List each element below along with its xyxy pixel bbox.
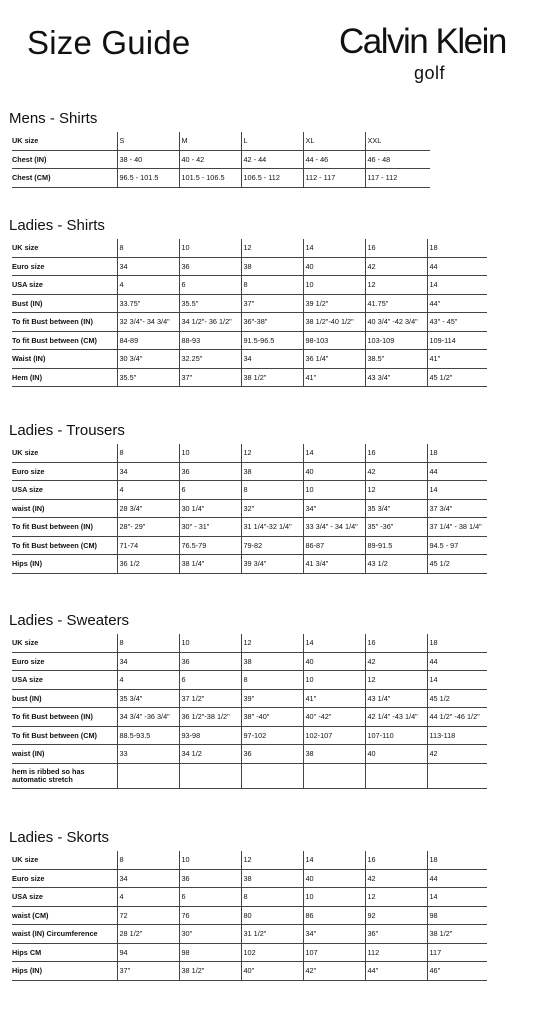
table-cell: 35.5" (179, 294, 241, 313)
table-cell: 8 (117, 239, 179, 257)
table-cell: 16 (365, 444, 427, 462)
table-row (12, 518, 487, 537)
table-cell: 16 (365, 634, 427, 652)
table-cell: 40 - 42 (179, 150, 241, 169)
table-row (12, 368, 487, 387)
table-cell: 38 (241, 462, 303, 481)
section-ladies-sweaters (9, 612, 487, 789)
table-cell: 45 1/2 (427, 555, 487, 574)
table-cell: 42 (427, 745, 487, 764)
table-cell: 36 (241, 745, 303, 764)
table-cell: 37" (179, 368, 241, 387)
table-cell: 98 (427, 906, 487, 925)
table-cell: 32.25" (179, 350, 241, 369)
table-cell: 12 (365, 888, 427, 907)
row-label: To fit Bust between (IN) (12, 518, 117, 537)
table-cell: 102 (241, 943, 303, 962)
table-cell: 106.5 - 112 (241, 169, 303, 188)
table-cell: 88-93 (179, 331, 241, 350)
table-cell: 8 (241, 671, 303, 690)
table-cell: 34 1/2 (179, 745, 241, 764)
table-cell: 33 (117, 745, 179, 764)
row-label: UK size (12, 851, 117, 869)
table-cell: 37 3/4" (427, 499, 487, 518)
table-cell: 35.5" (117, 368, 179, 387)
table-cell: 40" (241, 962, 303, 981)
table-row (12, 634, 487, 652)
table-cell: 44 1/2" -46 1/2" (427, 708, 487, 727)
table-cell: 44" (365, 962, 427, 981)
table-cell: 28"- 29" (117, 518, 179, 537)
table-cell: 38 (241, 257, 303, 276)
row-label: To fit Bust between (CM) (12, 726, 117, 745)
table-cell: 40" -42" (303, 708, 365, 727)
table-cell: 12 (241, 851, 303, 869)
table-cell: 44 - 46 (303, 150, 365, 169)
table-row (12, 257, 487, 276)
table-cell: 32" (241, 499, 303, 518)
table-cell: 16 (365, 851, 427, 869)
table-cell: 6 (179, 276, 241, 295)
table-cell: 38 1/2" (179, 962, 241, 981)
section-title: Ladies - Sweaters (9, 612, 130, 629)
table-row (12, 169, 430, 188)
table-cell: 39 3/4" (241, 555, 303, 574)
section-title: Ladies - Shirts (9, 217, 105, 234)
row-label: waist (IN) (12, 499, 117, 518)
table-cell: 31 1/4"-32 1/4" (241, 518, 303, 537)
table-row (12, 536, 487, 555)
table-cell: 94.5 - 97 (427, 536, 487, 555)
table-cell (117, 763, 179, 788)
row-label: hem is ribbed so has automatic stretch (12, 763, 117, 788)
table-cell: 30" - 31" (179, 518, 241, 537)
table-cell: 34 (117, 257, 179, 276)
brand-subtitle: golf (414, 63, 446, 83)
table-cell: 30" (179, 925, 241, 944)
table-cell: 41" (303, 689, 365, 708)
table-cell: 8 (241, 481, 303, 500)
table-cell: 10 (179, 634, 241, 652)
table-cell: XXL (365, 132, 430, 150)
table-cell: 41.75" (365, 294, 427, 313)
table-cell: 41" (427, 350, 487, 369)
table-row (12, 888, 487, 907)
row-label: waist (IN) Circumference (12, 925, 117, 944)
table-cell: 14 (303, 239, 365, 257)
size-table (12, 634, 487, 789)
row-label: bust (IN) (12, 689, 117, 708)
table-cell: 4 (117, 888, 179, 907)
table-cell: 14 (427, 671, 487, 690)
table-cell: 12 (241, 634, 303, 652)
table-cell: 37" (117, 962, 179, 981)
table-row (12, 906, 487, 925)
table-cell: 42" (303, 962, 365, 981)
table-cell: 91.5-96.5 (241, 331, 303, 350)
table-cell: 12 (241, 444, 303, 462)
table-cell: 4 (117, 481, 179, 500)
table-cell: 38 (241, 869, 303, 888)
table-cell: 30 1/4" (179, 499, 241, 518)
row-label: Hips CM (12, 943, 117, 962)
table-cell: 102-107 (303, 726, 365, 745)
table-cell: 4 (117, 671, 179, 690)
table-cell: 10 (179, 851, 241, 869)
section-title: Ladies - Skorts (9, 829, 110, 846)
table-row (12, 943, 487, 962)
table-row (12, 652, 487, 671)
table-cell: 103-109 (365, 331, 427, 350)
section-title: Mens - Shirts (9, 110, 98, 127)
table-cell: 31 1/2" (241, 925, 303, 944)
table-cell: 6 (179, 888, 241, 907)
table-row (12, 331, 487, 350)
section-ladies-trousers (9, 422, 487, 574)
table-cell: 16 (365, 239, 427, 257)
table-cell: 42 (365, 652, 427, 671)
table-cell: 43 3/4" (365, 368, 427, 387)
row-label: USA size (12, 276, 117, 295)
table-cell: 39" (241, 689, 303, 708)
table-cell: 36 1/4" (303, 350, 365, 369)
table-cell: 14 (303, 634, 365, 652)
row-label: Waist (IN) (12, 350, 117, 369)
table-cell: 6 (179, 671, 241, 690)
table-cell: 28 1/2" (117, 925, 179, 944)
table-cell: 40 (303, 462, 365, 481)
table-row (12, 851, 487, 869)
table-cell: 12 (365, 671, 427, 690)
row-label: waist (IN) (12, 745, 117, 764)
table-row (12, 350, 487, 369)
table-cell: 12 (241, 239, 303, 257)
table-cell: 10 (303, 276, 365, 295)
table-row (12, 276, 487, 295)
table-cell: 4 (117, 276, 179, 295)
table-cell: 36 (179, 652, 241, 671)
table-cell: 12 (365, 481, 427, 500)
table-row (12, 444, 487, 462)
table-cell: 37" (241, 294, 303, 313)
table-cell: 38 1/4" (179, 555, 241, 574)
table-cell: 10 (303, 671, 365, 690)
table-cell: 44 (427, 462, 487, 481)
table-cell: 8 (117, 851, 179, 869)
table-cell: 37 1/2" (179, 689, 241, 708)
row-label: Euro size (12, 869, 117, 888)
table-row (12, 962, 487, 981)
table-cell: XL (303, 132, 365, 150)
row-label: Bust (IN) (12, 294, 117, 313)
table-cell (365, 763, 427, 788)
table-cell: 37 1/4" - 38 1/4" (427, 518, 487, 537)
row-label: Hips (IN) (12, 555, 117, 574)
table-cell: 38 (241, 652, 303, 671)
size-table (12, 851, 487, 981)
table-cell: 46" (427, 962, 487, 981)
table-cell: 41" (303, 368, 365, 387)
table-cell: 36" (365, 925, 427, 944)
table-row (12, 481, 487, 500)
table-cell: 98-103 (303, 331, 365, 350)
table-row (12, 763, 487, 788)
table-cell: 117 - 112 (365, 169, 430, 188)
row-label: To fit Bust between (IN) (12, 708, 117, 727)
size-table (12, 444, 487, 574)
table-cell: 43 1/2 (365, 555, 427, 574)
table-cell: 34 (241, 350, 303, 369)
table-cell: 10 (303, 481, 365, 500)
table-cell: 18 (427, 851, 487, 869)
table-cell: 86-87 (303, 536, 365, 555)
row-label: Hem (IN) (12, 368, 117, 387)
table-row (12, 499, 487, 518)
table-cell: 113-118 (427, 726, 487, 745)
table-cell: 14 (303, 444, 365, 462)
table-row (12, 726, 487, 745)
table-cell: 40 (303, 257, 365, 276)
table-cell: 8 (241, 888, 303, 907)
table-cell: 80 (241, 906, 303, 925)
table-cell: 33 3/4" - 34 1/4" (303, 518, 365, 537)
table-cell: 14 (427, 276, 487, 295)
row-label: UK size (12, 239, 117, 257)
table-cell: 98 (179, 943, 241, 962)
size-table (12, 132, 430, 188)
table-cell: 46 - 48 (365, 150, 430, 169)
row-label: USA size (12, 481, 117, 500)
row-label: Hips (IN) (12, 962, 117, 981)
row-label: Euro size (12, 652, 117, 671)
table-cell: 14 (303, 851, 365, 869)
table-cell: 43 1/4" (365, 689, 427, 708)
table-cell: 84-89 (117, 331, 179, 350)
table-cell: 40 (365, 745, 427, 764)
table-cell: 35 3/4" (365, 499, 427, 518)
row-label: Chest (IN) (12, 150, 117, 169)
page-title: Size Guide (27, 24, 191, 61)
table-row (12, 313, 487, 332)
table-cell: 71-74 (117, 536, 179, 555)
table-cell: 112 - 117 (303, 169, 365, 188)
table-cell: 35" -36" (365, 518, 427, 537)
table-cell: 79-82 (241, 536, 303, 555)
table-cell: 34 (117, 462, 179, 481)
table-cell: 93-98 (179, 726, 241, 745)
table-cell: L (241, 132, 303, 150)
table-cell: S (117, 132, 179, 150)
table-cell: 40 (303, 652, 365, 671)
section-ladies-skorts (9, 829, 487, 981)
table-cell: 38 - 40 (117, 150, 179, 169)
table-cell: 109-114 (427, 331, 487, 350)
row-label: To fit Bust between (CM) (12, 331, 117, 350)
table-cell: 44 (427, 652, 487, 671)
table-cell: 38 1/2" (241, 368, 303, 387)
table-cell: 88.5-93.5 (117, 726, 179, 745)
table-cell: 10 (179, 239, 241, 257)
table-cell: 101.5 - 106.5 (179, 169, 241, 188)
table-cell: 8 (117, 634, 179, 652)
table-cell: M (179, 132, 241, 150)
size-table (12, 239, 487, 387)
table-cell: 117 (427, 943, 487, 962)
brand-logo-text: Calvin Klein (339, 22, 506, 61)
table-cell: 72 (117, 906, 179, 925)
table-cell: 42 - 44 (241, 150, 303, 169)
table-cell: 107 (303, 943, 365, 962)
row-label: USA size (12, 671, 117, 690)
table-row (12, 745, 487, 764)
table-cell (241, 763, 303, 788)
table-cell: 28 3/4" (117, 499, 179, 518)
table-cell: 92 (365, 906, 427, 925)
table-cell: 38 1/2"-40 1/2" (303, 313, 365, 332)
table-cell: 34 1/2"- 36 1/2" (179, 313, 241, 332)
table-cell: 34 3/4" -36 3/4" (117, 708, 179, 727)
table-row (12, 462, 487, 481)
table-cell: 76 (179, 906, 241, 925)
table-cell: 34 (117, 869, 179, 888)
table-cell: 44 (427, 257, 487, 276)
table-row (12, 150, 430, 169)
row-label: USA size (12, 888, 117, 907)
table-cell: 41 3/4" (303, 555, 365, 574)
table-cell: 76.5-79 (179, 536, 241, 555)
table-cell: 45 1/2 (427, 689, 487, 708)
table-cell: 18 (427, 634, 487, 652)
table-cell: 33.75" (117, 294, 179, 313)
table-cell: 10 (303, 888, 365, 907)
table-cell: 8 (241, 276, 303, 295)
table-cell: 38 (303, 745, 365, 764)
table-row (12, 925, 487, 944)
table-cell: 42 (365, 869, 427, 888)
section-mens-shirts (9, 110, 430, 188)
row-label: waist (CM) (12, 906, 117, 925)
table-cell: 36 (179, 462, 241, 481)
table-cell: 44" (427, 294, 487, 313)
table-row (12, 869, 487, 888)
row-label: UK size (12, 444, 117, 462)
section-ladies-shirts (9, 217, 487, 387)
table-row (12, 555, 487, 574)
table-cell: 38 1/2" (427, 925, 487, 944)
table-cell: 40 3/4" -42 3/4" (365, 313, 427, 332)
table-cell: 112 (365, 943, 427, 962)
table-cell: 34 (117, 652, 179, 671)
table-cell: 8 (117, 444, 179, 462)
table-cell: 34" (303, 925, 365, 944)
table-cell: 38" -40" (241, 708, 303, 727)
table-cell: 12 (365, 276, 427, 295)
table-cell: 18 (427, 444, 487, 462)
table-cell: 42 1/4" -43 1/4" (365, 708, 427, 727)
table-cell (427, 763, 487, 788)
row-label: Chest (CM) (12, 169, 117, 188)
table-cell: 36 1/2 (117, 555, 179, 574)
table-cell: 18 (427, 239, 487, 257)
table-cell: 42 (365, 462, 427, 481)
row-label: UK size (12, 132, 117, 150)
table-cell: 10 (179, 444, 241, 462)
row-label: Euro size (12, 462, 117, 481)
table-row (12, 294, 487, 313)
table-cell: 40 (303, 869, 365, 888)
table-cell: 45 1/2" (427, 368, 487, 387)
table-cell: 96.5 - 101.5 (117, 169, 179, 188)
table-cell: 97-102 (241, 726, 303, 745)
table-cell: 14 (427, 888, 487, 907)
table-cell: 94 (117, 943, 179, 962)
table-cell: 43" - 45" (427, 313, 487, 332)
table-cell: 36"-38" (241, 313, 303, 332)
row-label: To fit Bust between (CM) (12, 536, 117, 555)
row-label: To fit Bust between (IN) (12, 313, 117, 332)
table-cell: 36 1/2"-38 1/2" (179, 708, 241, 727)
table-cell: 6 (179, 481, 241, 500)
table-cell: 32 3/4"- 34 3/4" (117, 313, 179, 332)
table-row (12, 708, 487, 727)
table-cell: 39 1/2" (303, 294, 365, 313)
table-row (12, 132, 430, 150)
table-cell (179, 763, 241, 788)
table-cell: 34" (303, 499, 365, 518)
table-row (12, 689, 487, 708)
table-cell: 14 (427, 481, 487, 500)
table-cell: 35 3/4" (117, 689, 179, 708)
table-cell: 89-91.5 (365, 536, 427, 555)
section-title: Ladies - Trousers (9, 422, 125, 439)
table-cell: 30 3/4" (117, 350, 179, 369)
row-label: UK size (12, 634, 117, 652)
table-row (12, 671, 487, 690)
table-cell: 44 (427, 869, 487, 888)
table-cell: 36 (179, 869, 241, 888)
table-cell: 38.5" (365, 350, 427, 369)
table-cell (303, 763, 365, 788)
table-cell: 36 (179, 257, 241, 276)
table-cell: 107-110 (365, 726, 427, 745)
table-cell: 86 (303, 906, 365, 925)
row-label: Euro size (12, 257, 117, 276)
table-cell: 42 (365, 257, 427, 276)
table-row (12, 239, 487, 257)
